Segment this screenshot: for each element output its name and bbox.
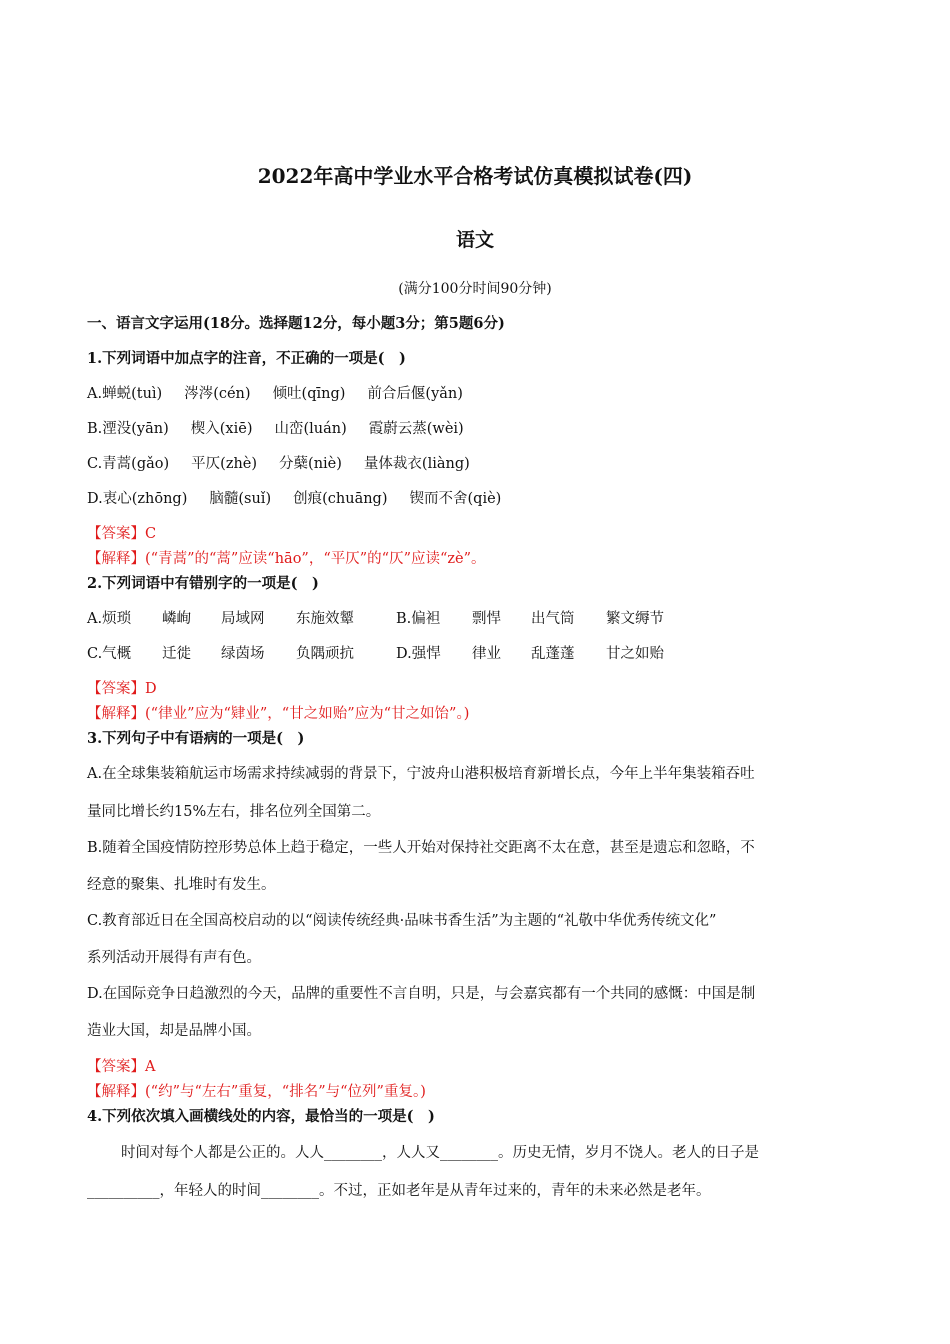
question-3-stem: 3.下列句子中有语病的一项是( ) [87,730,305,747]
option-word: 平仄(zhè) [191,456,258,472]
option-word: 剽悍 [472,611,501,627]
question-3-answer: 【答案】A [87,1059,156,1075]
question-2-options-ab [87,609,664,629]
question-1-option-d [87,489,501,509]
option-word: C.气概 [87,646,132,662]
question-4-stem: 4.下列依次填入画横线处的内容，最恰当的一项是( ) [87,1108,435,1125]
option-word: 山峦(luán) [274,421,347,437]
option-word: 量体裁衣(liàng) [363,456,470,472]
question-3-line: A.在全球集装箱航运市场需求持续减弱的背景下，宁波舟山港积极培育新增长点，今年上半年集装箱吞吐 [87,766,755,782]
question-3-line: C.教育部近日在全国高校启动的以“阅读传统经典·品味书香生活”为主题的“礼敬中华优秀传统文化” [87,913,717,929]
question-3-line: 量同比增长约15%左右，排名位列全国第二。 [87,804,381,820]
option-word: 甘之如贻 [606,646,664,662]
option-word: A.烦琐 [87,611,132,627]
question-1-option-b [87,419,464,439]
question-1-option-c [87,454,470,474]
option-word: D.衷心(zhōng) [87,491,188,507]
question-1-answer: 【答案】C [87,526,157,542]
option-word: 迁徙 [162,646,191,662]
question-1-option-a [87,384,463,404]
option-word: 霞蔚云蒸(wèi) [368,421,464,437]
option-word: 负隅顽抗 [296,646,354,662]
option-word: 嶙峋 [162,611,191,627]
option-word: 出气筒 [531,611,575,627]
option-word: 乱蓬蓬 [531,646,575,662]
option-word: 涔涔(cén) [184,386,251,402]
option-word: 分蘖(niè) [279,456,342,472]
question-3-line: 造业大国，却是品牌小国。 [87,1023,261,1039]
option-word: 局域网 [221,611,265,627]
question-4-passage-line: 时间对每个人都是公正的。人人________，人人又________。历史无情，岁月不饶人。老人的日子是 [121,1145,759,1161]
question-3-line: D.在国际竞争日趋激烈的今天，品牌的重要性不言自明，只是，与会嘉宾都有一个共同的感慨：中国是制 [87,986,756,1002]
question-3-line: B.随着全国疫情防控形势总体上趋于稳定，一些人开始对保持社交距离不太在意，甚至是遗忘和忽略，不 [87,840,755,856]
option-word: B.湮没(yān) [87,421,169,437]
option-word: 锲而不舍(qiè) [409,491,502,507]
question-2-options-cd [87,644,664,664]
option-word: C.青蒿(gǎo) [87,456,170,472]
question-2-answer: 【答案】D [87,681,157,697]
option-word: 繁文缛节 [606,611,664,627]
option-word: 倾吐(qīng) [272,386,346,402]
question-2-explanation: 【解释】(“律业”应为“肄业”，“甘之如贻”应为“甘之如饴”。) [87,706,470,722]
page-title: 2022年高中学业水平合格考试仿真模拟试卷(四) [257,164,693,188]
option-word: 脑髓(suǐ) [209,491,272,507]
option-word: 前合后偃(yǎn) [367,386,463,402]
question-4-passage-line: __________，年轻人的时间________。不过，正如老年是从青年过来的，青年的未来必然是老年。 [87,1183,711,1199]
option-word: 楔入(xiē) [190,421,253,437]
question-2-stem: 2.下列词语中有错别字的一项是( ) [87,575,319,592]
option-word: 创痕(chuāng) [293,491,388,507]
question-3-line: 经意的聚集、扎堆时有发生。 [87,877,276,893]
subject-heading: 语文 [455,229,494,251]
option-word: B.偏袒 [396,611,441,627]
question-1-explanation: 【解释】(“青蒿”的“蒿”应读“hāo”，“平仄”的“仄”应读“zè”。 [87,551,486,567]
option-word: 东施效颦 [296,611,354,627]
option-word: 绿茵场 [221,646,265,662]
question-1-stem: 1.下列词语中加点字的注音，不正确的一项是( ) [87,350,406,367]
question-3-line: 系列活动开展得有声有色。 [87,950,261,966]
question-3-explanation: 【解释】(“约”与“左右”重复，“排名”与“位列”重复。) [87,1084,426,1100]
option-word: 律业 [472,646,501,662]
score-info: (满分100分时间90分钟) [398,281,552,297]
section-heading: 一、语言文字运用(18分。选择题12分，每小题3分；第5题6分) [87,315,505,332]
option-word: D.强悍 [396,646,441,662]
option-word: A.蝉蜕(tuì) [87,386,163,402]
